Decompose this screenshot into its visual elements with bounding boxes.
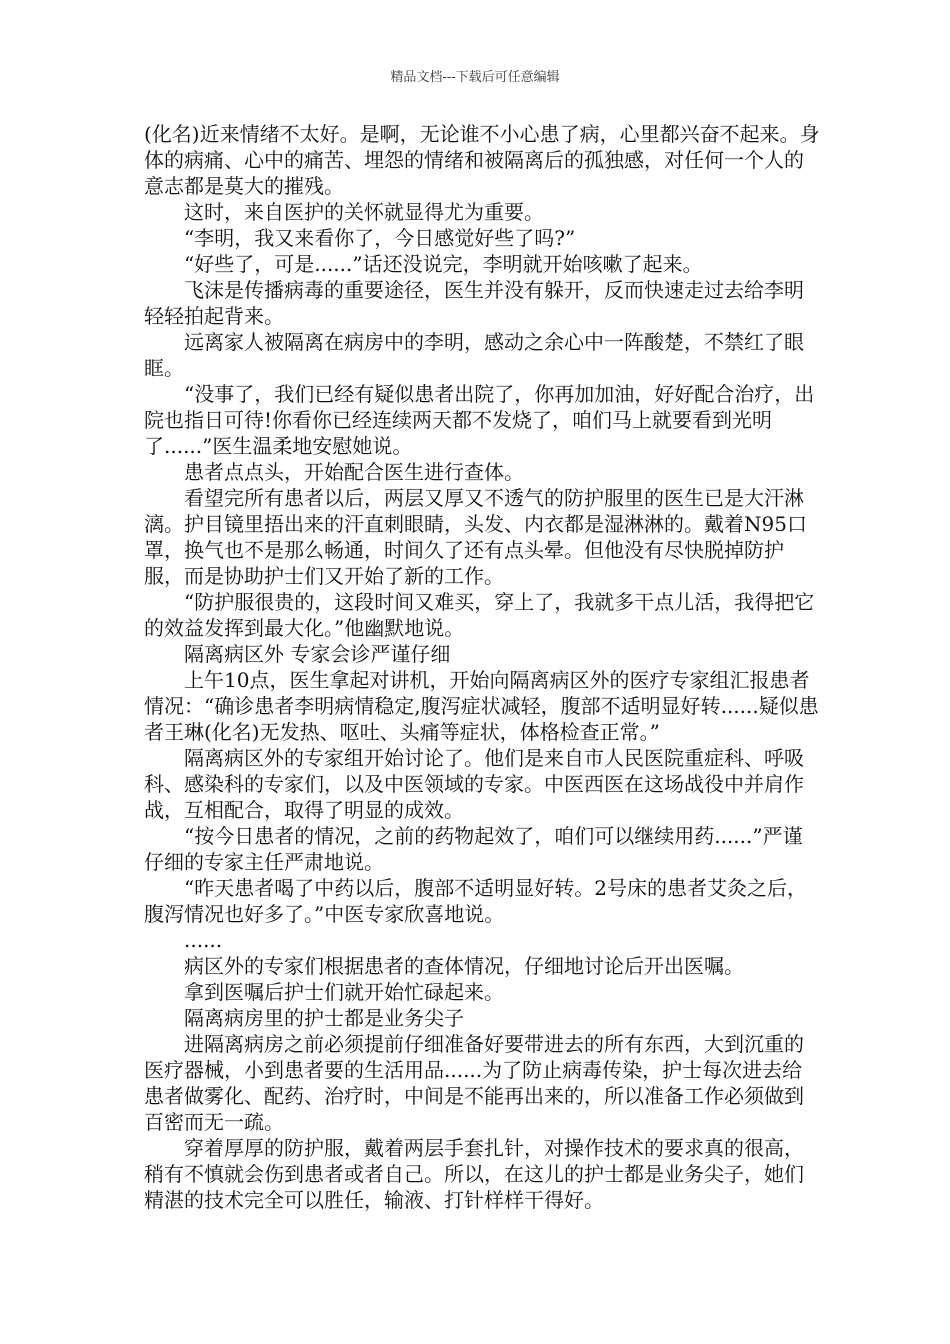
paragraph: 进隔离病房之前必须提前仔细准备好要带进去的所有东西，大到沉重的医疗器械，小到患者要的生活用品......为了防止病毒传染，护士每次进去给患者做雾化、配药、治疗时，中间是不能再出来的，所以准备工作必须做到百密而无一疏。 <box>144 1032 804 1134</box>
paragraph: “没事了，我们已经有疑似患者出院了，你再加加油，好好配合治疗，出院也指日可待!你看你已经连续两天都不发烧了，咱们马上就要看到光明了......”医生温柔地安慰她说。 <box>144 382 815 458</box>
paragraph: “按今日患者的情况，之前的药物起效了，咱们可以继续用药......”严谨仔细的专家主任严肃地说。 <box>144 824 803 874</box>
paragraph: 看望完所有患者以后，两层又厚又不透气的防护服里的医生已是大汗淋漓。护目镜里捂出来的汗直刺眼睛，头发、内衣都是湿淋淋的。戴着N95口罩，换气也不是那么畅通，时间久了还有点头晕。但他没有尽快脱掉防护服，而是协助护士们又开始了新的工作。 <box>144 486 807 588</box>
paragraph: “昨天患者喝了中药以后，腹部不适明显好转。2号床的患者艾灸之后，腹泻情况也好多了。”中医专家欣喜地说。 <box>144 876 807 926</box>
paragraph: (化名)近来情绪不太好。是啊，无论谁不小心患了病，心里都兴奋不起来。身体的病痛、心中的痛苦、埋怨的情绪和被隔离后的孤独感，对任何一个人的意志都是莫大的摧残。 <box>144 122 820 198</box>
paragraph: 患者点点头，开始配合医生进行查体。 <box>184 460 524 484</box>
paragraph: 远离家人被隔离在病房中的李明，感动之余心中一阵酸楚，不禁红了眼眶。 <box>144 330 804 380</box>
section-heading: 隔离病房里的护士都是业务尖子 <box>184 1006 464 1030</box>
paragraph: 隔离病区外的专家组开始讨论了。他们是来自市人民医院重症科、呼吸科、感染科的专家们，以及中医领域的专家。中医西医在这场战役中并肩作战，互相配合，取得了明显的成效。 <box>144 746 804 822</box>
paragraph: “防护服很贵的，这段时间又难买，穿上了，我就多干点儿活，我得把它的效益发挥到最大化。”他幽默地说。 <box>144 590 815 640</box>
paragraph: “好些了，可是......”话还没说完，李明就开始咳嗽了起来。 <box>184 252 703 276</box>
paragraph: 病区外的专家们根据患者的查体情况，仔细地讨论后开出医嘱。 <box>184 954 744 978</box>
paragraph: 拿到医嘱后护士们就开始忙碌起来。 <box>184 980 504 1004</box>
page-header: 精品文档---下载后可任意编辑 <box>390 70 560 85</box>
paragraph: 穿着厚厚的防护服，戴着两层手套扎针，对操作技术的要求真的很高，稍有不慎就会伤到患者或者自己。所以，在这儿的护士都是业务尖子，她们精湛的技术完全可以胜任，输液、打针样样干得好。 <box>144 1136 804 1212</box>
paragraph: 飞沫是传播病毒的重要途径，医生并没有躲开，反而快速走过去给李明轻轻拍起背来。 <box>144 278 804 328</box>
document-body <box>144 121 820 1213</box>
paragraph: “李明，我又来看你了，今日感觉好些了吗?” <box>184 226 576 250</box>
section-heading: 隔离病区外 专家会诊严谨仔细 <box>184 642 451 666</box>
paragraph: 上午10点，医生拿起对讲机，开始向隔离病区外的医疗专家组汇报患者情况：“确诊患者李明病情稳定,腹泻症状减轻，腹部不适明显好转......疑似患者王琳(化名)无发热、呕吐、头痛等症状，体格检查正常。” <box>144 668 819 744</box>
ellipsis-line: ...... <box>184 928 223 952</box>
paragraph: 这时，来自医护的关怀就显得尤为重要。 <box>184 200 544 224</box>
